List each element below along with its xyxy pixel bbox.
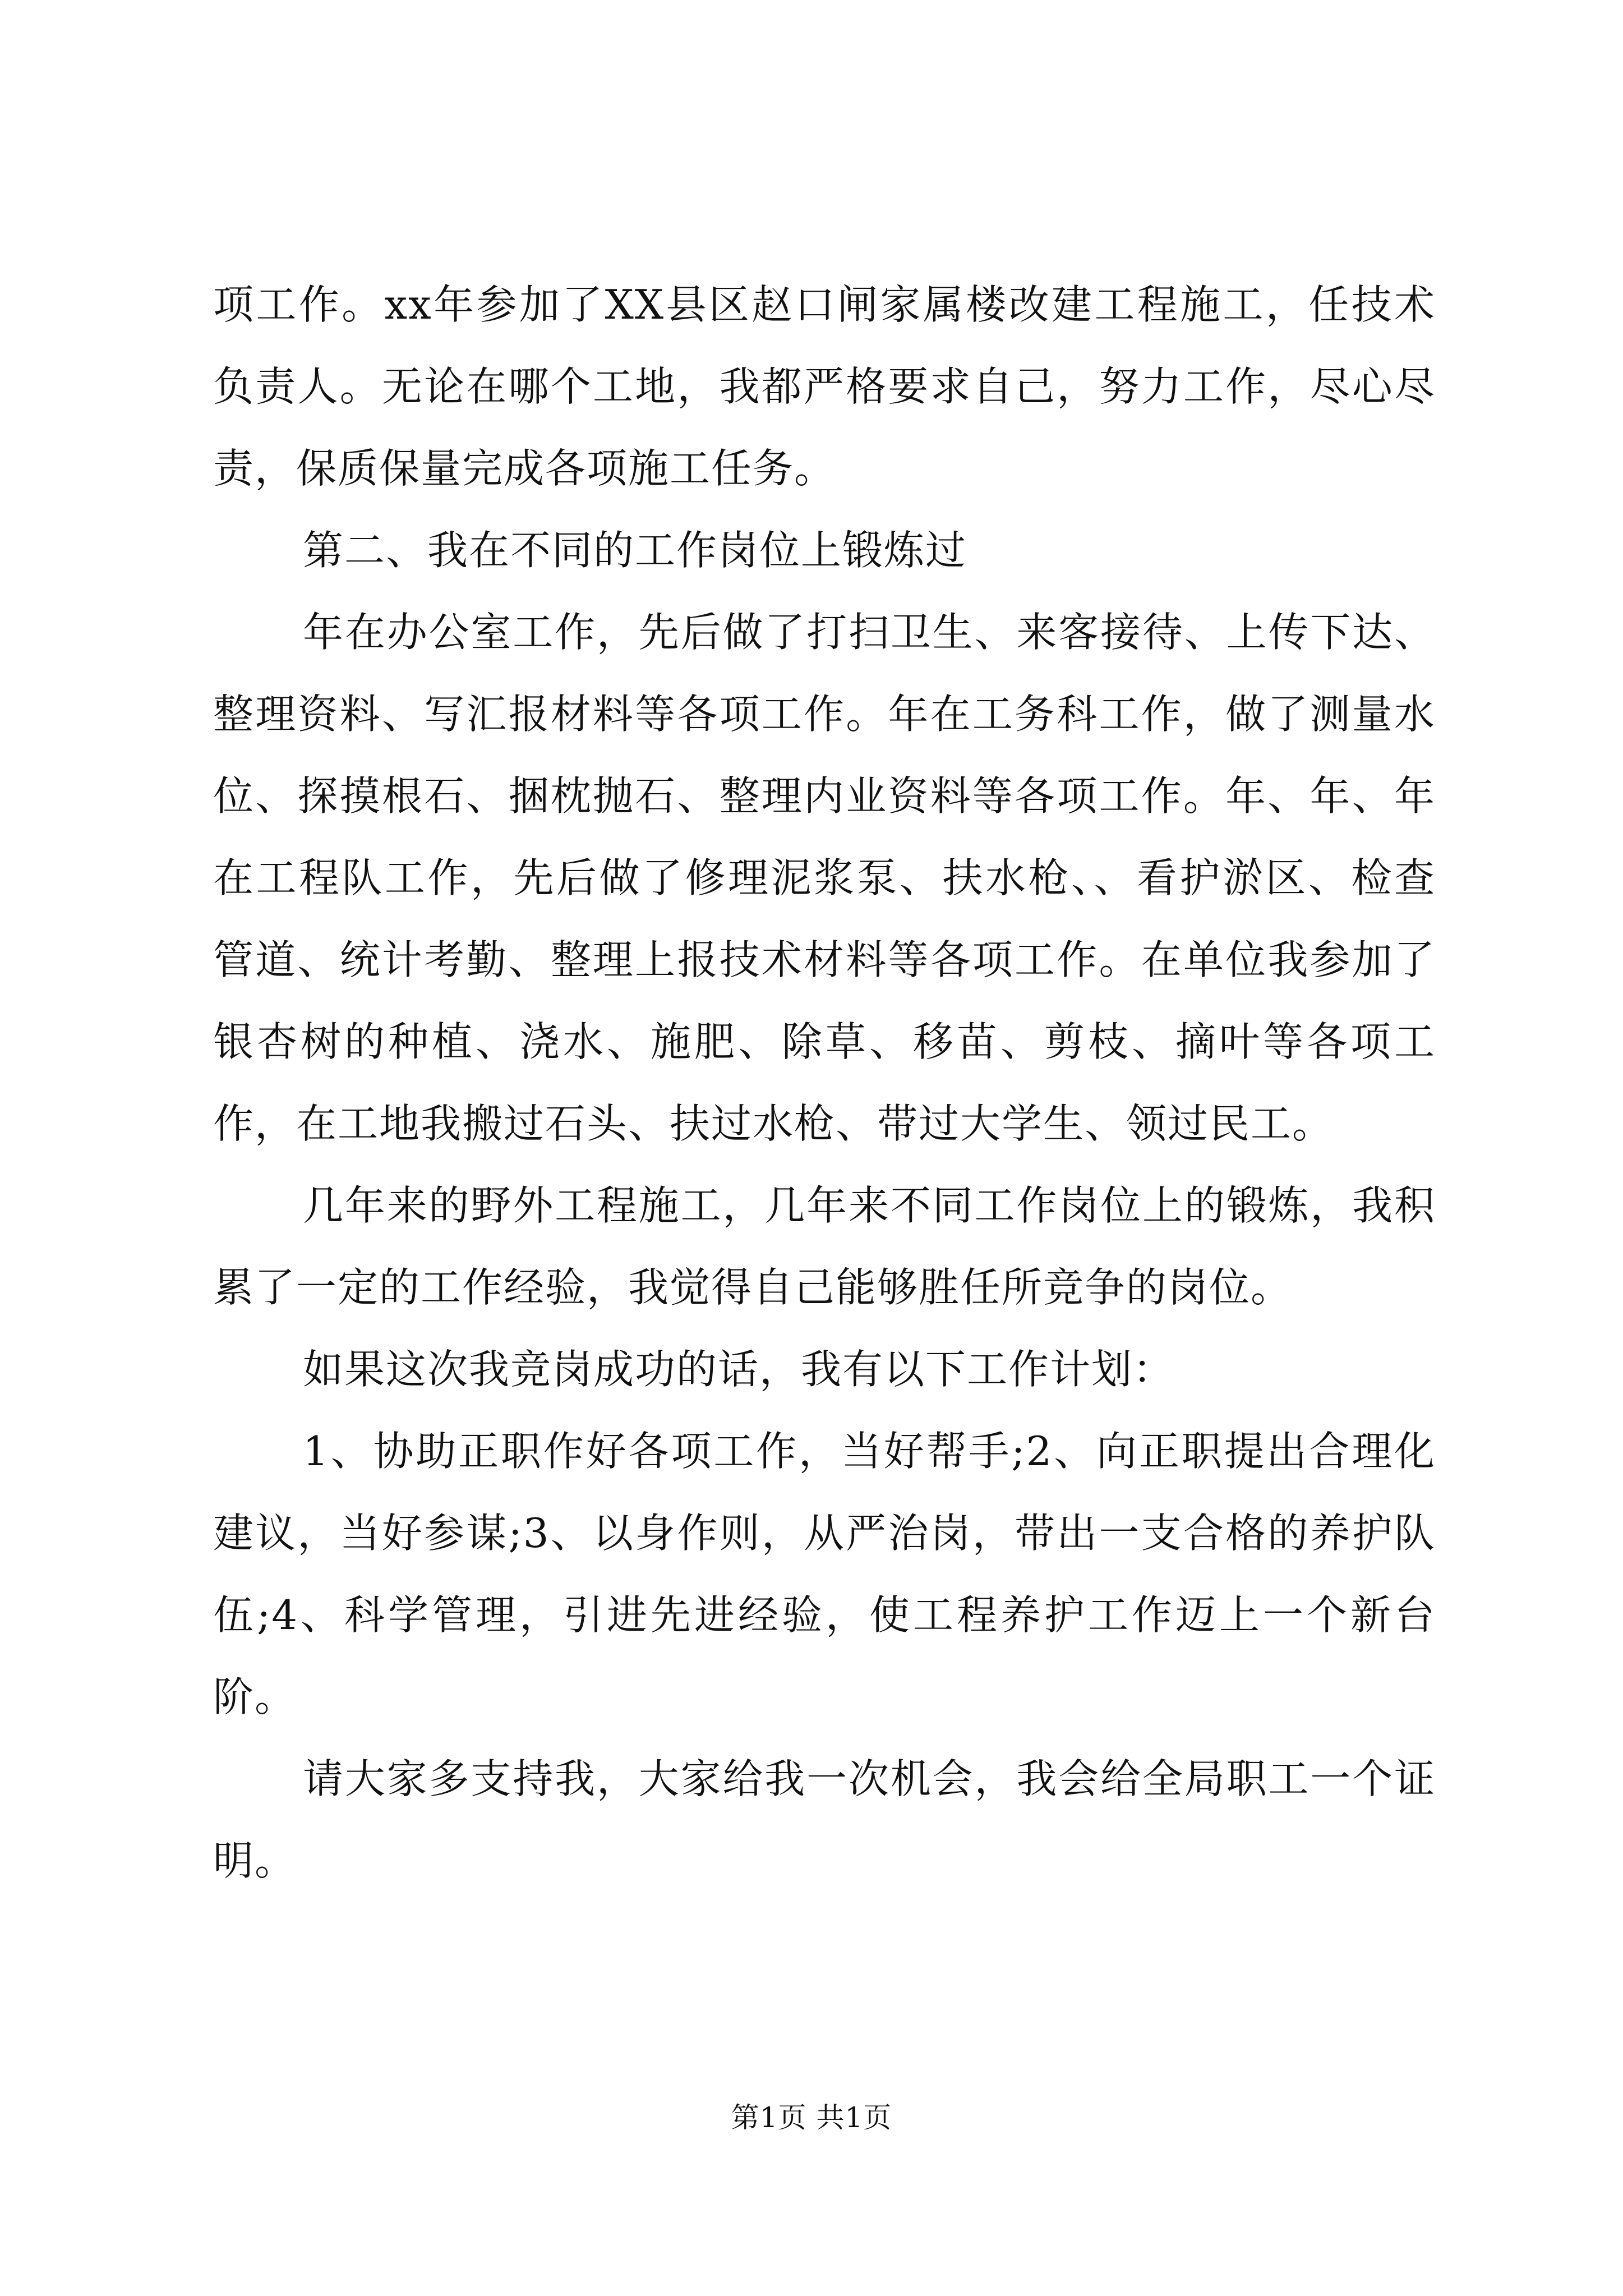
document-body: [213, 264, 1436, 1902]
paragraph-experience-summary: 几年来的野外工程施工，几年来不同工作岗位上的锻炼，我积累了一定的工作经验，我觉得自己能够胜任所竞争的岗位。: [213, 1182, 1436, 1311]
paragraph-plan-intro: 如果这次我竞岗成功的话，我有以下工作计划：: [303, 1346, 1175, 1393]
paragraph-work-history: 年在办公室工作，先后做了打扫卫生、来客接待、上传下达、整理资料、写汇报材料等各项工作。年在工务科工作，做了测量水位、探摸根石、捆枕抛石、整理内业资料等各项工作。年、年、年在工程队工作，先后做了修理泥浆泵、扶水枪、、看护淤区、检查管道、统计考勤、整理上报技术材料等各项工作。在单位我参加了银杏树的种植、浇水、施肥、除草、移苗、剪枝、摘叶等各项工作，在工地我搬过石头、扶过水枪、带过大学生、领过民工。: [213, 609, 1436, 1147]
page-number-footer: 第1页 共1页: [731, 2101, 892, 2134]
paragraph-plan-list: 1、协助正职作好各项工作，当好帮手;2、向正职提出合理化建议，当好参谋;3、以身作则，从严治岗，带出一支合格的养护队伍;4、科学管理，引进先进经验，使工程养护工作迈上一个新台阶。: [213, 1428, 1436, 1720]
paragraph-continuation: 项工作。xx年参加了XX县区赵口闸家属楼改建工程施工，任技术负责人。无论在哪个工地，我都严格要求自己，努力工作，尽心尽责，保质保量完成各项施工任务。: [213, 281, 1436, 492]
section-heading: 第二、我在不同的工作岗位上锻炼过: [303, 527, 967, 574]
paragraph-closing: 请大家多支持我，大家给我一次机会，我会给全局职工一个证明。: [213, 1755, 1436, 1884]
